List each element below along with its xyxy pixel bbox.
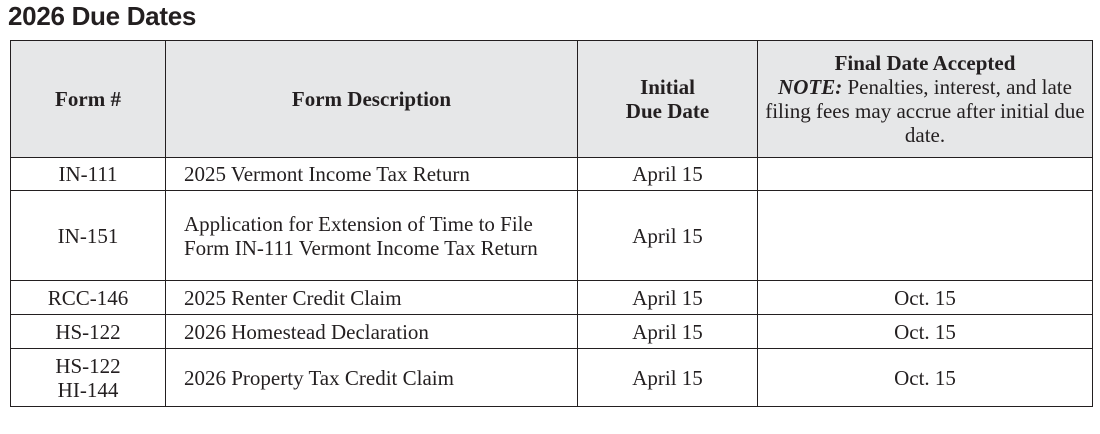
- note-text: Penalties, interest, and late filing fees may accrue after initial due date.: [765, 75, 1085, 147]
- table-row: [11, 315, 1093, 349]
- initial-due-cell: April 15: [578, 349, 758, 407]
- page-title: 2026 Due Dates: [8, 1, 197, 31]
- table-row: [11, 191, 1093, 281]
- final-date-cell: Oct. 15: [758, 315, 1093, 349]
- final-date-cell: [758, 191, 1093, 281]
- header-final-date-title: Final Date Accepted: [834, 51, 1016, 75]
- form-number-cell: IN-111: [11, 158, 166, 191]
- header-form-number: Form #: [11, 41, 166, 158]
- form-number-cell: IN-151: [11, 191, 166, 281]
- header-initial-due-line1: Initial: [640, 75, 695, 99]
- header-initial-due-line2: Due Date: [625, 99, 710, 123]
- initial-due-cell: April 15: [578, 315, 758, 349]
- form-number-cell: RCC-146: [11, 281, 166, 315]
- initial-due-cell: April 15: [578, 158, 758, 191]
- header-initial-due-date: [578, 41, 758, 158]
- initial-due-cell: April 15: [578, 281, 758, 315]
- form-number-line: HI-144: [57, 377, 119, 402]
- form-description-cell: 2026 Property Tax Credit Claim: [166, 349, 578, 407]
- initial-due-cell: April 15: [578, 191, 758, 281]
- header-form-description: Form Description: [166, 41, 578, 158]
- form-description-cell: 2025 Vermont Income Tax Return: [166, 158, 578, 191]
- table-row: [11, 158, 1093, 191]
- due-dates-table: [10, 40, 1093, 407]
- table-header-row: [11, 41, 1093, 158]
- final-date-cell: Oct. 15: [758, 281, 1093, 315]
- form-number-cell: HS-122: [11, 315, 166, 349]
- form-description-cell: Application for Extension of Time to File Form IN-111 Vermont Income Tax Return: [166, 191, 578, 281]
- table-row: [11, 349, 1093, 407]
- form-description-cell: 2026 Homestead Declaration: [166, 315, 578, 349]
- table-row: [11, 281, 1093, 315]
- header-final-date-accepted: [758, 41, 1093, 158]
- form-description-cell: 2025 Renter Credit Claim: [166, 281, 578, 315]
- form-number-cell: [11, 349, 166, 407]
- note-label: NOTE:: [778, 75, 843, 99]
- form-number-line: HS-122: [55, 353, 121, 378]
- final-date-cell: Oct. 15: [758, 349, 1093, 407]
- final-date-cell: [758, 158, 1093, 191]
